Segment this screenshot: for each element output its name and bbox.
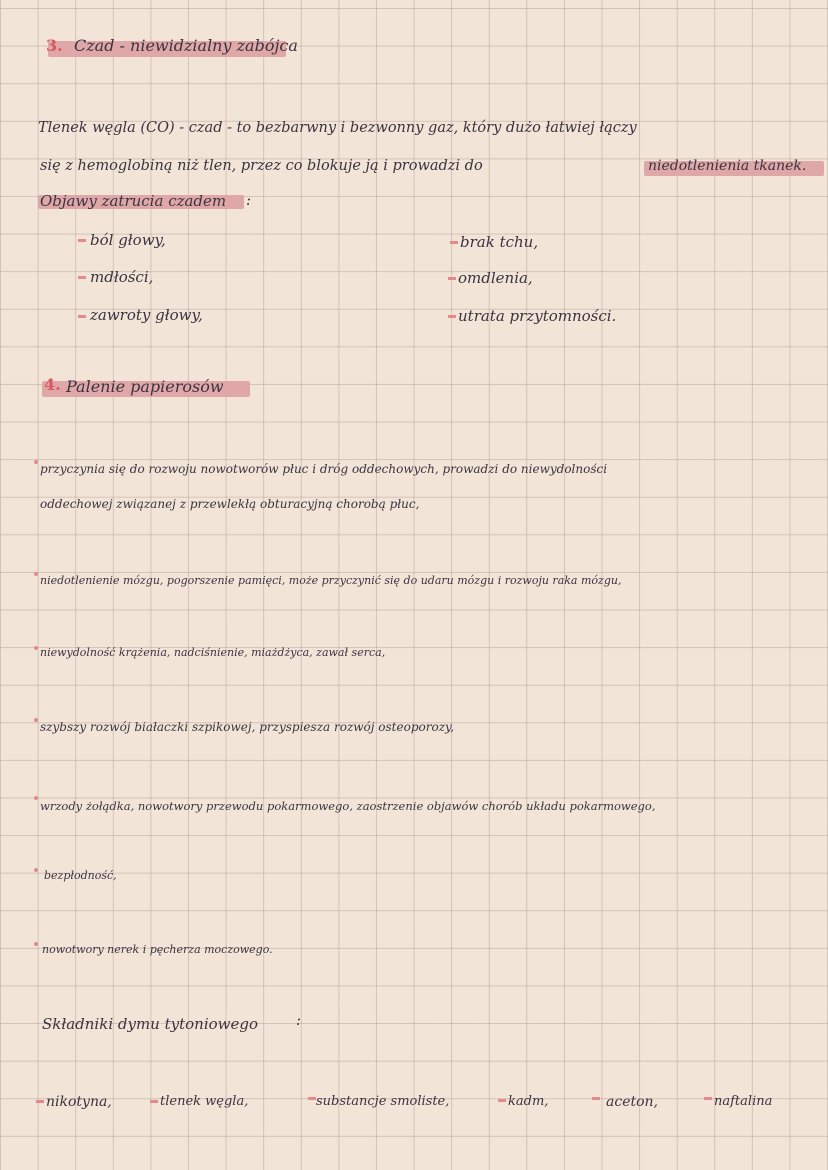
bullet-dot [34, 646, 38, 650]
bullet-dot [34, 460, 38, 464]
component-5: aceton, [606, 1094, 658, 1110]
bullet-dot [34, 868, 38, 872]
component-3: substancje smoliste, [316, 1094, 450, 1109]
section-number: 3. [46, 36, 63, 55]
list-dash [450, 241, 458, 244]
bullet-dot [34, 796, 38, 800]
bullet-text: niewydolność krążenia, nadciśnienie, miażdżyca, zawał serca, [40, 646, 386, 659]
bullet-dot [34, 718, 38, 722]
bullet-text-continued: oddechowej związanej z przewlekłą obturacyjną chorobą płuc, [40, 497, 420, 511]
symptom-right-2: omdlenia, [458, 269, 533, 287]
list-dash [498, 1099, 506, 1102]
symptoms-title: Objawy zatrucia czadem [40, 192, 227, 210]
symptom-left-3: zawroty głowy, [90, 306, 203, 324]
list-dash [78, 239, 86, 242]
bullet-text: niedotlenienie mózgu, pogorszenie pamięci, może przyczynić się do udaru mózgu i rozwoju raka mózgu, [40, 574, 622, 587]
component-6: naftalina [714, 1094, 773, 1109]
bullet-dot [34, 572, 38, 576]
component-1: nikotyna, [46, 1094, 112, 1110]
paragraph-line-1: Tlenek węgla (CO) - czad - to bezbarwny i bezwonny gaz, który dużo łatwiej łączy [38, 120, 637, 136]
symptoms-colon: : [246, 191, 252, 209]
section-title: Czad - niewidzialny zabójca [74, 36, 298, 55]
bullet-text: przyczynia się do rozwoju nowotworów płuc i dróg oddechowych, prowadzi do niewydolności [40, 462, 608, 476]
symptom-left-2: mdłości, [90, 268, 154, 286]
symptom-left-1: ból głowy, [90, 231, 166, 249]
list-dash [308, 1097, 316, 1100]
components-title: Składniki dymu tytoniowego [42, 1015, 259, 1033]
section-title: Palenie papierosów [66, 377, 224, 396]
list-dash [448, 277, 456, 280]
list-dash [150, 1100, 158, 1103]
symptom-right-3: utrata przytomności. [458, 307, 617, 325]
paragraph-line-2: się z hemoglobiną niż tlen, przez co blokuje ją i prowadzi do [40, 158, 483, 174]
bullet-dot [34, 942, 38, 946]
bullet-text: wrzody żołądka, nowotwory przewodu pokarmowego, zaostrzenie objawów chorób układu pokarmowego, [40, 799, 656, 813]
list-dash [592, 1097, 600, 1100]
component-4: kadm, [508, 1094, 549, 1109]
components-colon: : [296, 1011, 302, 1029]
component-2: tlenek węgla, [160, 1094, 249, 1109]
list-dash [36, 1100, 44, 1103]
list-dash [704, 1097, 712, 1100]
list-dash [78, 276, 86, 279]
list-dash [78, 315, 86, 318]
section-number: 4. [44, 375, 61, 394]
bullet-text: nowotwory nerek i pęcherza moczowego. [42, 943, 273, 956]
paragraph-line-2-highlighted: niedotlenienia tkanek. [648, 158, 807, 174]
symptom-right-1: brak tchu, [460, 233, 539, 251]
bullet-text: bezpłodność, [44, 869, 117, 882]
bullet-text: szybszy rozwój białaczki szpikowej, przyspiesza rozwój osteoporozy, [40, 720, 455, 734]
list-dash [448, 315, 456, 318]
